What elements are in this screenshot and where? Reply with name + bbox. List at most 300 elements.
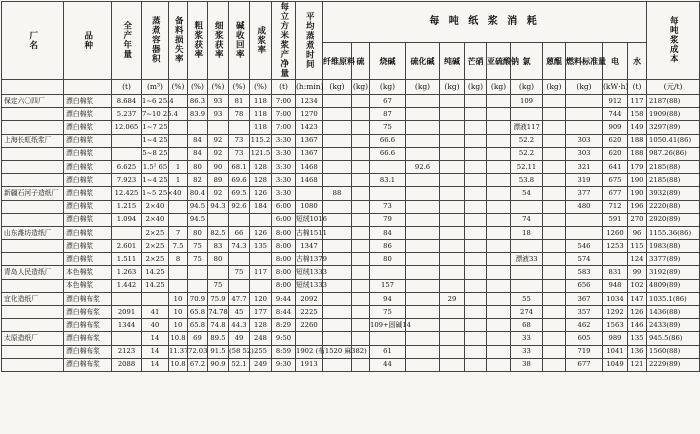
cell-fiber bbox=[323, 306, 352, 319]
header-water: 水 bbox=[628, 42, 647, 79]
cell-factory bbox=[2, 174, 64, 187]
table-row bbox=[2, 345, 700, 358]
cell-unit: 8:59 bbox=[272, 345, 296, 358]
cell-chlorine: 33 bbox=[511, 345, 543, 358]
cell-mirab bbox=[465, 226, 487, 239]
cell-fuel: 574 bbox=[566, 253, 603, 266]
cell-soda bbox=[440, 200, 465, 213]
cell-fine: 92 bbox=[208, 147, 229, 160]
cell-unit: 9:30 bbox=[272, 358, 296, 371]
cell-coarse: 94.5 bbox=[188, 213, 208, 226]
cell-output bbox=[112, 226, 142, 239]
cell-mirab bbox=[465, 200, 487, 213]
cell-fin: 126 bbox=[250, 226, 272, 239]
table-row bbox=[2, 147, 700, 160]
cell-output: 12.065 bbox=[112, 121, 142, 134]
cell-lime bbox=[543, 160, 566, 173]
cell-caustic: 75 bbox=[370, 306, 406, 319]
cell-factory bbox=[2, 319, 64, 332]
header-unit-cost: 每吨浆成本 bbox=[647, 2, 700, 80]
cell-product: 漂白棉浆 bbox=[64, 121, 112, 134]
header-soda-ash: 纯碱 bbox=[440, 42, 465, 79]
cell-fuel: 677 bbox=[566, 358, 603, 371]
cell-recov: 44.3 bbox=[229, 319, 250, 332]
header-consumption-band: 每 吨 纸 浆 消 耗 bbox=[323, 2, 647, 43]
cell-fiber bbox=[323, 200, 352, 213]
cell-sulfite bbox=[487, 121, 511, 134]
cell-water: 179 bbox=[628, 160, 647, 173]
cell-chlorine: 52.2 bbox=[511, 147, 543, 160]
header-annual-output: 全产年量 bbox=[112, 2, 142, 80]
cell-loss: 1 bbox=[169, 160, 188, 173]
cell-time: 短绒1333 bbox=[296, 279, 323, 292]
cell-vol bbox=[142, 292, 169, 305]
cell-water: 158 bbox=[628, 108, 647, 121]
cell-mirab bbox=[465, 174, 487, 187]
cell-chlorine: 52.2 bbox=[511, 134, 543, 147]
cell-recov: (58 52) bbox=[229, 345, 250, 358]
cell-factory: 新疆石河子造纸厂 bbox=[2, 187, 64, 200]
cell-output: 2.601 bbox=[112, 240, 142, 253]
cell-time: 短绒1333 bbox=[296, 266, 323, 279]
cell-cost: 2433(89) bbox=[647, 319, 700, 332]
unit-cell: (kg) bbox=[511, 80, 543, 95]
cell-sulfide bbox=[406, 121, 440, 134]
cell-elec: 1049 bbox=[603, 358, 628, 371]
cell-sulfide bbox=[406, 332, 440, 345]
cell-recov: 49 bbox=[229, 332, 250, 345]
cell-vol: 1~5 25×40 bbox=[142, 187, 169, 200]
header-avg-cook-time: 平均蒸煮时间 bbox=[296, 2, 323, 80]
cell-recov: 69.6 bbox=[229, 174, 250, 187]
cell-mirab bbox=[465, 306, 487, 319]
cell-lime bbox=[543, 108, 566, 121]
cell-sulfur bbox=[352, 332, 370, 345]
cell-fiber bbox=[323, 134, 352, 147]
cell-caustic: 84 bbox=[370, 226, 406, 239]
cell-factory bbox=[2, 345, 64, 358]
cell-fine: 92 bbox=[208, 187, 229, 200]
cell-cost: 3932(89) bbox=[647, 187, 700, 200]
cell-sulfite bbox=[487, 187, 511, 200]
cell-soda: 29 bbox=[440, 292, 465, 305]
cell-fiber bbox=[323, 160, 352, 173]
cell-elec: 712 bbox=[603, 200, 628, 213]
cell-loss: 7 bbox=[169, 226, 188, 239]
table-row bbox=[2, 226, 700, 239]
cell-lime bbox=[543, 266, 566, 279]
cell-mirab bbox=[465, 187, 487, 200]
header-coarse-yield: 粗浆获率 bbox=[188, 2, 208, 80]
header-product: 品种 bbox=[64, 2, 112, 80]
cell-sulfide bbox=[406, 200, 440, 213]
cell-fin: 115.2 bbox=[250, 134, 272, 147]
cell-vol: 1~6 25.4 bbox=[142, 95, 169, 108]
cell-fin: 118 bbox=[250, 108, 272, 121]
cell-time: 1367 bbox=[296, 134, 323, 147]
cell-fin: 128 bbox=[250, 319, 272, 332]
cell-recov bbox=[229, 279, 250, 292]
cell-factory bbox=[2, 253, 64, 266]
cell-lime bbox=[543, 358, 566, 371]
cell-elec: 1253 bbox=[603, 240, 628, 253]
cell-product: 漂白棉布浆 bbox=[64, 319, 112, 332]
cell-lime bbox=[543, 174, 566, 187]
cell-cost: 3192(89) bbox=[647, 266, 700, 279]
cell-lime bbox=[543, 292, 566, 305]
cell-fiber bbox=[323, 147, 352, 160]
cell-sulfur bbox=[352, 187, 370, 200]
cell-coarse: 83.9 bbox=[188, 108, 208, 121]
cell-unit: 3:30 bbox=[272, 134, 296, 147]
unit-cell: (kg) bbox=[465, 80, 487, 95]
cell-recov: 69.5 bbox=[229, 187, 250, 200]
header-loss-rate: 备料损失率 bbox=[169, 2, 188, 80]
cell-mirab bbox=[465, 319, 487, 332]
unit-cell: (kg) bbox=[566, 80, 603, 95]
cell-factory bbox=[2, 121, 64, 134]
cell-sulfur bbox=[352, 240, 370, 253]
cell-product: 漂白棉浆 bbox=[64, 95, 112, 108]
cell-coarse: 75 bbox=[188, 240, 208, 253]
unit-cell: (kg) bbox=[323, 80, 352, 95]
cell-fiber bbox=[323, 95, 352, 108]
cell-sulfide bbox=[406, 266, 440, 279]
cell-cost: 1155.36(86) bbox=[647, 226, 700, 239]
cell-lime bbox=[543, 134, 566, 147]
cell-mirab bbox=[465, 134, 487, 147]
cell-caustic: 157 bbox=[370, 279, 406, 292]
cell-elec: 620 bbox=[603, 147, 628, 160]
cell-lime bbox=[543, 187, 566, 200]
cell-mirab bbox=[465, 95, 487, 108]
cell-sulfite bbox=[487, 226, 511, 239]
cell-soda bbox=[440, 187, 465, 200]
cell-sulfur bbox=[352, 279, 370, 292]
cell-loss: 10.8 bbox=[169, 358, 188, 371]
unit-cell: (m³) bbox=[142, 80, 169, 95]
cell-sulfur bbox=[352, 292, 370, 305]
cell-factory bbox=[2, 306, 64, 319]
cell-coarse: 69 bbox=[188, 332, 208, 345]
table-body bbox=[2, 95, 700, 372]
cell-loss: 11.37 bbox=[169, 345, 188, 358]
cell-mirab bbox=[465, 147, 487, 160]
cell-sulfite bbox=[487, 147, 511, 160]
cell-soda bbox=[440, 174, 465, 187]
cell-sulfur bbox=[352, 213, 370, 226]
cell-cost: 4809(89) bbox=[647, 279, 700, 292]
cell-coarse bbox=[188, 266, 208, 279]
cell-elec: 989 bbox=[603, 332, 628, 345]
cell-factory: 山东潍坊造纸厂 bbox=[2, 226, 64, 239]
cell-output bbox=[112, 134, 142, 147]
cell-mirab bbox=[465, 121, 487, 134]
cell-loss: 10 bbox=[169, 319, 188, 332]
cell-unit: 6:00 bbox=[272, 213, 296, 226]
cell-product: 漂白棉浆 bbox=[64, 253, 112, 266]
unit-cell: (%) bbox=[229, 80, 250, 95]
cell-elec: 641 bbox=[603, 160, 628, 173]
header-electricity: 电 bbox=[603, 42, 628, 79]
cell-chlorine: 274 bbox=[511, 306, 543, 319]
cell-fiber bbox=[323, 240, 352, 253]
cell-water: 147 bbox=[628, 292, 647, 305]
cell-elec: 912 bbox=[603, 95, 628, 108]
cell-fine bbox=[208, 266, 229, 279]
cell-soda bbox=[440, 319, 465, 332]
cell-chlorine: 74 bbox=[511, 213, 543, 226]
cell-lime bbox=[543, 121, 566, 134]
cell-chlorine: 55 bbox=[511, 292, 543, 305]
cell-vol: 14.25 bbox=[142, 266, 169, 279]
cell-fiber bbox=[323, 319, 352, 332]
cell-recov: 47.7 bbox=[229, 292, 250, 305]
cell-fin: 177 bbox=[250, 306, 272, 319]
cell-product: 漂白棉浆 bbox=[64, 213, 112, 226]
cell-fuel: 357 bbox=[566, 306, 603, 319]
cell-output: 1.511 bbox=[112, 253, 142, 266]
cell-elec: 620 bbox=[603, 134, 628, 147]
unit-cell: (t) bbox=[272, 80, 296, 95]
unit-cell: (kg) bbox=[487, 80, 511, 95]
cell-fine: 92 bbox=[208, 134, 229, 147]
cell-loss: 1 bbox=[169, 174, 188, 187]
cell-sulfur bbox=[352, 95, 370, 108]
cell-fine: 89.5 bbox=[208, 332, 229, 345]
cell-vol: 41 bbox=[142, 306, 169, 319]
cell-sulfur bbox=[352, 266, 370, 279]
cell-cost: 2920(89) bbox=[647, 213, 700, 226]
cell-factory bbox=[2, 147, 64, 160]
cell-cost: 1909(88) bbox=[647, 108, 700, 121]
cell-output: 6.625 bbox=[112, 160, 142, 173]
cell-unit: 7:00 bbox=[272, 121, 296, 134]
cell-cost: 2187(88) bbox=[647, 95, 700, 108]
cell-fiber bbox=[323, 332, 352, 345]
cell-time: 1347 bbox=[296, 240, 323, 253]
unit-cell: (kg) bbox=[406, 80, 440, 95]
cell-fin bbox=[250, 253, 272, 266]
cell-coarse bbox=[188, 279, 208, 292]
cell-sulfide bbox=[406, 240, 440, 253]
cell-elec: 744 bbox=[603, 108, 628, 121]
cell-sulfite bbox=[487, 134, 511, 147]
cell-caustic: 86 bbox=[370, 240, 406, 253]
cell-chlorine bbox=[511, 200, 543, 213]
cell-recov bbox=[229, 253, 250, 266]
cell-time: 1270 bbox=[296, 108, 323, 121]
cell-unit: 9:50 bbox=[272, 332, 296, 345]
cell-time bbox=[296, 187, 323, 200]
table-row bbox=[2, 240, 700, 253]
cell-chlorine: 109 bbox=[511, 95, 543, 108]
cell-output: 2091 bbox=[112, 306, 142, 319]
unit-cell: (%) bbox=[250, 80, 272, 95]
cell-fuel: 303 bbox=[566, 147, 603, 160]
cell-product: 漂白棉布浆 bbox=[64, 332, 112, 345]
cell-sulfite bbox=[487, 332, 511, 345]
cell-water: 124 bbox=[628, 253, 647, 266]
cell-coarse: 80 bbox=[188, 160, 208, 173]
cell-soda bbox=[440, 279, 465, 292]
cell-caustic: 75 bbox=[370, 121, 406, 134]
cell-sulfide bbox=[406, 253, 440, 266]
cell-mirab bbox=[465, 108, 487, 121]
cell-fine: 93 bbox=[208, 108, 229, 121]
cell-mirab bbox=[465, 279, 487, 292]
cell-coarse: 80 bbox=[188, 226, 208, 239]
cell-fuel bbox=[566, 226, 603, 239]
cell-lime bbox=[543, 213, 566, 226]
cell-fuel bbox=[566, 95, 603, 108]
cell-vol: 14.25 bbox=[142, 279, 169, 292]
table-row bbox=[2, 266, 700, 279]
header-fuel: 燃料标准量 bbox=[566, 42, 603, 79]
cell-water: 188 bbox=[628, 147, 647, 160]
cell-mirab bbox=[465, 345, 487, 358]
cell-output: 1344 bbox=[112, 319, 142, 332]
cell-vol: 7~10 25.4 bbox=[142, 108, 169, 121]
cell-loss: 10 bbox=[169, 306, 188, 319]
cell-sulfite bbox=[487, 200, 511, 213]
cell-product: 漂白棉浆 bbox=[64, 174, 112, 187]
cell-fiber bbox=[323, 121, 352, 134]
cell-fuel bbox=[566, 121, 603, 134]
cell-factory bbox=[2, 108, 64, 121]
cell-output: 1.442 bbox=[112, 279, 142, 292]
cell-time: 1468 bbox=[296, 174, 323, 187]
cell-fin bbox=[250, 279, 272, 292]
cell-time: 1913 bbox=[296, 358, 323, 371]
cell-water: 270 bbox=[628, 213, 647, 226]
cell-unit: 8:44 bbox=[272, 306, 296, 319]
cell-vol: 2×25 bbox=[142, 226, 169, 239]
cell-fine: 90 bbox=[208, 160, 229, 173]
cell-factory bbox=[2, 213, 64, 226]
cell-soda bbox=[440, 147, 465, 160]
cell-output: 1.215 bbox=[112, 200, 142, 213]
cell-sulfur bbox=[352, 306, 370, 319]
cell-chlorine: 53.8 bbox=[511, 174, 543, 187]
cell-output bbox=[112, 292, 142, 305]
cell-fiber bbox=[323, 108, 352, 121]
cell-recov: 74.3 bbox=[229, 240, 250, 253]
cell-cost: 2229(89) bbox=[647, 358, 700, 371]
cell-recov bbox=[229, 213, 250, 226]
cell-caustic: 73 bbox=[370, 200, 406, 213]
cell-product: 本色棉浆 bbox=[64, 266, 112, 279]
cell-cost: 2185(88) bbox=[647, 174, 700, 187]
cell-product: 漂白棉浆 bbox=[64, 200, 112, 213]
cell-sulfide bbox=[406, 279, 440, 292]
cell-fin: 118 bbox=[250, 121, 272, 134]
cell-output: 1.094 bbox=[112, 213, 142, 226]
cell-loss bbox=[169, 279, 188, 292]
cell-time: 2225 bbox=[296, 306, 323, 319]
cell-vol: 1~4 25 bbox=[142, 174, 169, 187]
unit-cell: (kg) bbox=[440, 80, 465, 95]
cell-sulfite bbox=[487, 160, 511, 173]
table-row bbox=[2, 108, 700, 121]
cell-water: 99 bbox=[628, 266, 647, 279]
cell-coarse: 82 bbox=[188, 174, 208, 187]
cell-output: 8.684 bbox=[112, 95, 142, 108]
cell-fiber bbox=[323, 174, 352, 187]
cell-factory bbox=[2, 279, 64, 292]
cell-fine bbox=[208, 213, 229, 226]
cell-recov: 66 bbox=[229, 226, 250, 239]
cell-fin: 121.5 bbox=[250, 147, 272, 160]
cell-elec: 1292 bbox=[603, 306, 628, 319]
cell-chlorine: 18 bbox=[511, 226, 543, 239]
cell-sulfur bbox=[352, 174, 370, 187]
cell-time: 1902 (布1520 麻382) bbox=[296, 345, 323, 358]
table-row bbox=[2, 174, 700, 187]
header-recovery-rate: 碱收回率 bbox=[229, 2, 250, 80]
cell-elec: 1260 bbox=[603, 226, 628, 239]
cell-fuel: 480 bbox=[566, 200, 603, 213]
cell-elec: 948 bbox=[603, 279, 628, 292]
cell-fine: 75.9 bbox=[208, 292, 229, 305]
cell-time: 古棉1379 bbox=[296, 253, 323, 266]
cell-time bbox=[296, 332, 323, 345]
cell-soda bbox=[440, 121, 465, 134]
cell-recov: 75 bbox=[229, 266, 250, 279]
unit-cell: (kW·h) bbox=[603, 80, 628, 95]
cell-sulfur bbox=[352, 108, 370, 121]
cell-chlorine: 68 bbox=[511, 319, 543, 332]
cell-vol: 1~7 25 bbox=[142, 121, 169, 134]
cell-sulfur bbox=[352, 121, 370, 134]
cell-caustic: 80 bbox=[370, 253, 406, 266]
unit-cell: (kg) bbox=[543, 80, 566, 95]
cell-elec: 591 bbox=[603, 213, 628, 226]
cell-fuel: 656 bbox=[566, 279, 603, 292]
cell-caustic bbox=[370, 187, 406, 200]
cell-fin: 135 bbox=[250, 240, 272, 253]
cell-time: 1468 bbox=[296, 160, 323, 173]
table-row bbox=[2, 160, 700, 173]
header-digester-volume: 蒸煮容器积 bbox=[142, 2, 169, 80]
cell-factory bbox=[2, 358, 64, 371]
cell-soda bbox=[440, 240, 465, 253]
cell-sulfide bbox=[406, 174, 440, 187]
cell-water: 102 bbox=[628, 279, 647, 292]
cell-fine: 82.5 bbox=[208, 226, 229, 239]
header-mirabilite: 芒硝 bbox=[465, 42, 487, 79]
cell-recov: 81 bbox=[229, 95, 250, 108]
cell-time: 2260 bbox=[296, 319, 323, 332]
cell-time: 1423 bbox=[296, 121, 323, 134]
cell-chlorine: 33 bbox=[511, 332, 543, 345]
cell-caustic: 66.6 bbox=[370, 134, 406, 147]
cell-vol: 14 bbox=[142, 332, 169, 345]
header-sodium-sulfide: 硫化碱 bbox=[406, 42, 440, 79]
cell-fuel bbox=[566, 213, 603, 226]
cell-output: 2088 bbox=[112, 358, 142, 371]
cell-time: 2092 bbox=[296, 292, 323, 305]
cell-output: 12.425 bbox=[112, 187, 142, 200]
cell-coarse: 86.3 bbox=[188, 95, 208, 108]
unit-cell: (%) bbox=[208, 80, 229, 95]
table-row bbox=[2, 187, 700, 200]
cell-sulfide bbox=[406, 226, 440, 239]
unit-cell: (h:min) bbox=[296, 80, 323, 95]
cell-water: 149 bbox=[628, 121, 647, 134]
cell-fine: 94.3 bbox=[208, 200, 229, 213]
cell-water: 135 bbox=[628, 332, 647, 345]
